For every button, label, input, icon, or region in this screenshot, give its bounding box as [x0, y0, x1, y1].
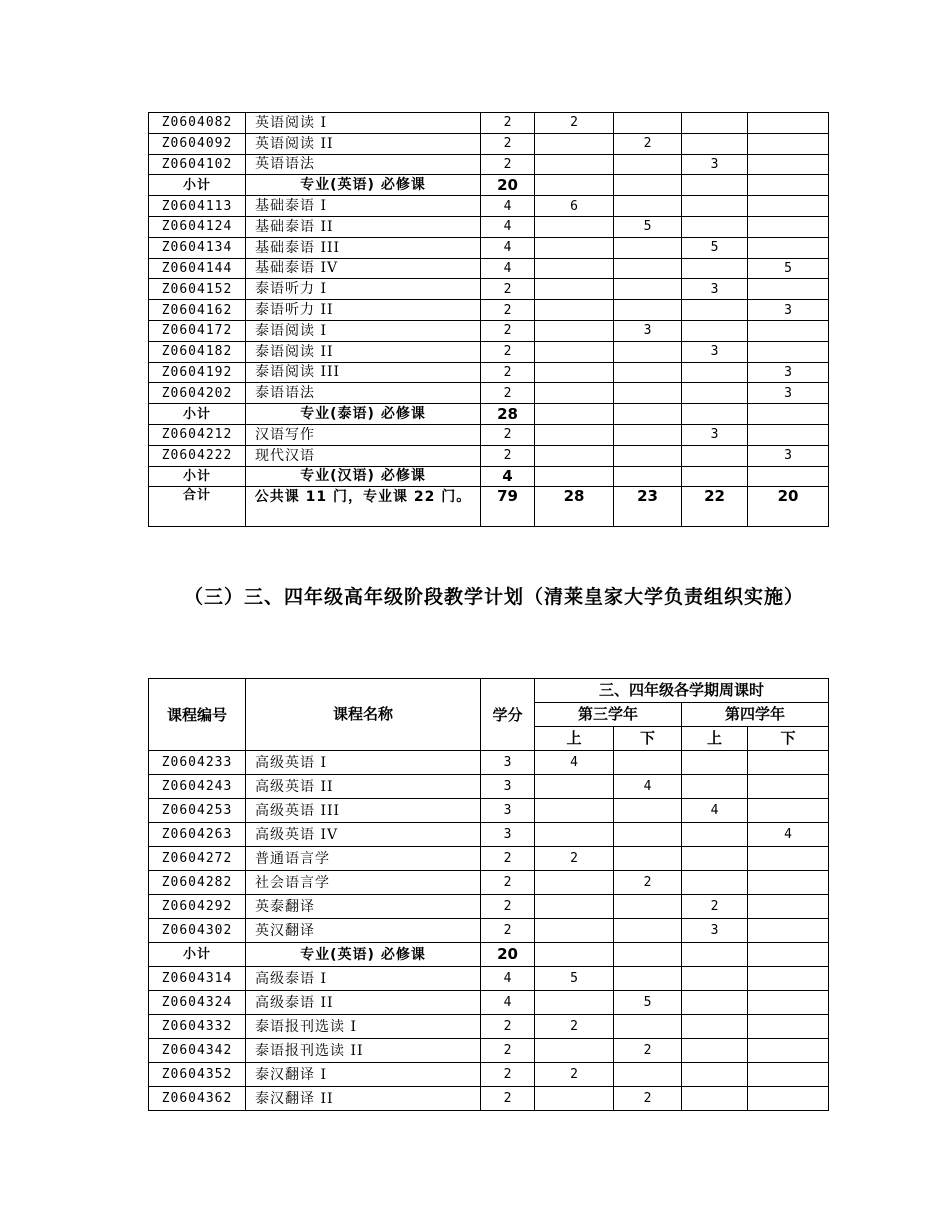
- term-1-hours-cell: [535, 1039, 614, 1063]
- term-1-hours-cell: [535, 1087, 614, 1111]
- term-3-hours-cell: 3: [682, 424, 748, 445]
- term-4-hours-cell: [748, 967, 829, 991]
- course-code-cell: 合计: [149, 487, 246, 527]
- term-4-hours-cell: [748, 237, 829, 258]
- term-2-hours-cell: [614, 362, 682, 383]
- course-code-cell: Z0604152: [149, 279, 246, 300]
- table-row: [149, 871, 829, 895]
- table-row: [149, 320, 829, 341]
- course-code-cell: Z0604362: [149, 1087, 246, 1111]
- header-course-code: 课程编号: [149, 679, 246, 751]
- course-name-cell: 泰汉翻译 II: [246, 1087, 481, 1111]
- credit-cell: 3: [481, 775, 535, 799]
- term-4-hours-cell: [748, 1039, 829, 1063]
- course-name-cell: 英语阅读 I: [246, 113, 481, 134]
- course-code-cell: Z0604292: [149, 895, 246, 919]
- term-4-hours-cell: [748, 196, 829, 217]
- term-4-hours-cell: [748, 1087, 829, 1111]
- course-code-cell: Z0604263: [149, 823, 246, 847]
- subtotal-row: [149, 404, 829, 425]
- term-2-hours-cell: [614, 341, 682, 362]
- term-1-hours-cell: 4: [535, 751, 614, 775]
- curriculum-table-continued: [148, 112, 829, 527]
- course-name-cell: 泰语听力 I: [246, 279, 481, 300]
- term-3-hours-cell: [682, 404, 748, 425]
- term-3-hours-cell: 22: [682, 487, 748, 527]
- credit-cell: 2: [481, 320, 535, 341]
- course-name-cell: 泰汉翻译 I: [246, 1063, 481, 1087]
- term-1-hours-cell: [535, 943, 614, 967]
- term-1-hours-cell: 28: [535, 487, 614, 527]
- table-row: [149, 237, 829, 258]
- course-code-cell: Z0604352: [149, 1063, 246, 1087]
- credit-cell: 4: [481, 196, 535, 217]
- term-3-hours-cell: [682, 196, 748, 217]
- course-code-cell: Z0604282: [149, 871, 246, 895]
- term-1-hours-cell: 2: [535, 847, 614, 871]
- course-code-cell: Z0604144: [149, 258, 246, 279]
- credit-cell: 3: [481, 751, 535, 775]
- course-code-cell: 小计: [149, 466, 246, 487]
- term-4-hours-cell: [748, 216, 829, 237]
- term-3-hours-cell: 3: [682, 154, 748, 175]
- term-1-hours-cell: [535, 154, 614, 175]
- header-course-name: 课程名称: [246, 679, 481, 751]
- credit-cell: 4: [481, 258, 535, 279]
- term-4-hours-cell: [748, 175, 829, 196]
- term-3-hours-cell: [682, 300, 748, 321]
- term-1-hours-cell: 2: [535, 1063, 614, 1087]
- course-code-cell: Z0604243: [149, 775, 246, 799]
- term-2-hours-cell: [614, 175, 682, 196]
- section-heading: （三）三、四年级高年级阶段教学计划（清莱皇家大学负责组织实施）: [184, 586, 805, 608]
- term-2-hours-cell: 3: [614, 320, 682, 341]
- term-1-hours-cell: [535, 823, 614, 847]
- term-3-hours-cell: [682, 216, 748, 237]
- table-row: [149, 1087, 829, 1111]
- course-code-cell: Z0604253: [149, 799, 246, 823]
- course-code-cell: Z0604082: [149, 113, 246, 134]
- table-row: [149, 383, 829, 404]
- total-row: [149, 487, 829, 527]
- term-1-hours-cell: [535, 362, 614, 383]
- term-2-hours-cell: 5: [614, 991, 682, 1015]
- term-3-hours-cell: [682, 258, 748, 279]
- course-name-cell: 基础泰语 I: [246, 196, 481, 217]
- term-2-hours-cell: [614, 196, 682, 217]
- table-row: [149, 216, 829, 237]
- course-name-cell: 基础泰语 IV: [246, 258, 481, 279]
- term-3-hours-cell: 3: [682, 279, 748, 300]
- header-year3-second-term: 下: [614, 727, 682, 751]
- term-4-hours-cell: [748, 799, 829, 823]
- term-2-hours-cell: [614, 1015, 682, 1039]
- term-2-hours-cell: [614, 943, 682, 967]
- term-2-hours-cell: 2: [614, 871, 682, 895]
- term-4-hours-cell: [748, 991, 829, 1015]
- term-2-hours-cell: [614, 445, 682, 466]
- course-code-cell: Z0604202: [149, 383, 246, 404]
- subtotal-row: [149, 466, 829, 487]
- term-1-hours-cell: [535, 133, 614, 154]
- credit-cell: 2: [481, 445, 535, 466]
- course-code-cell: Z0604182: [149, 341, 246, 362]
- senior-curriculum-table: [148, 678, 829, 1111]
- course-name-cell: 高级英语 IV: [246, 823, 481, 847]
- course-code-cell: Z0604233: [149, 751, 246, 775]
- subtotal-row: [149, 943, 829, 967]
- term-2-hours-cell: [614, 751, 682, 775]
- credit-cell: 20: [481, 175, 535, 196]
- term-2-hours-cell: [614, 404, 682, 425]
- course-code-cell: 小计: [149, 943, 246, 967]
- credit-cell: 3: [481, 799, 535, 823]
- term-2-hours-cell: [614, 154, 682, 175]
- term-2-hours-cell: 2: [614, 1039, 682, 1063]
- course-name-cell: 现代汉语: [246, 445, 481, 466]
- course-name-cell: 基础泰语 II: [246, 216, 481, 237]
- term-1-hours-cell: [535, 445, 614, 466]
- term-1-hours-cell: [535, 300, 614, 321]
- credit-cell: 20: [481, 943, 535, 967]
- term-4-hours-cell: [748, 751, 829, 775]
- term-1-hours-cell: [535, 341, 614, 362]
- term-4-hours-cell: [748, 133, 829, 154]
- term-4-hours-cell: [748, 154, 829, 175]
- term-3-hours-cell: [682, 943, 748, 967]
- table-row: [149, 967, 829, 991]
- table-row: [149, 919, 829, 943]
- term-3-hours-cell: [682, 1087, 748, 1111]
- term-4-hours-cell: 3: [748, 362, 829, 383]
- table-row: [149, 362, 829, 383]
- credit-cell: 28: [481, 404, 535, 425]
- term-1-hours-cell: [535, 320, 614, 341]
- credit-cell: 2: [481, 871, 535, 895]
- credit-cell: 4: [481, 967, 535, 991]
- term-4-hours-cell: 5: [748, 258, 829, 279]
- table-body: [149, 113, 829, 527]
- term-1-hours-cell: [535, 175, 614, 196]
- table-body: [149, 751, 829, 1111]
- course-code-cell: Z0604092: [149, 133, 246, 154]
- credit-cell: 4: [481, 216, 535, 237]
- term-1-hours-cell: [535, 919, 614, 943]
- course-code-cell: Z0604192: [149, 362, 246, 383]
- credit-cell: 2: [481, 341, 535, 362]
- term-1-hours-cell: [535, 237, 614, 258]
- term-3-hours-cell: [682, 175, 748, 196]
- term-3-hours-cell: 5: [682, 237, 748, 258]
- term-3-hours-cell: [682, 320, 748, 341]
- term-1-hours-cell: [535, 466, 614, 487]
- course-name-cell: 公共课 11 门，专业课 22 门。: [246, 487, 481, 527]
- term-3-hours-cell: [682, 1063, 748, 1087]
- credit-cell: 2: [481, 133, 535, 154]
- term-4-hours-cell: [748, 424, 829, 445]
- course-name-cell: 高级英语 II: [246, 775, 481, 799]
- course-code-cell: 小计: [149, 175, 246, 196]
- credit-cell: 2: [481, 362, 535, 383]
- term-1-hours-cell: [535, 775, 614, 799]
- term-2-hours-cell: [614, 919, 682, 943]
- term-4-hours-cell: [748, 847, 829, 871]
- course-name-cell: 汉语写作: [246, 424, 481, 445]
- term-4-hours-cell: [748, 466, 829, 487]
- term-4-hours-cell: [748, 1015, 829, 1039]
- term-3-hours-cell: [682, 113, 748, 134]
- table-header: [149, 679, 829, 751]
- term-1-hours-cell: 6: [535, 196, 614, 217]
- term-2-hours-cell: [614, 279, 682, 300]
- header-credit: 学分: [481, 679, 535, 751]
- term-4-hours-cell: 20: [748, 487, 829, 527]
- credit-cell: 2: [481, 113, 535, 134]
- term-1-hours-cell: 5: [535, 967, 614, 991]
- term-4-hours-cell: [748, 320, 829, 341]
- course-name-cell: 普通语言学: [246, 847, 481, 871]
- course-name-cell: 高级泰语 II: [246, 991, 481, 1015]
- term-3-hours-cell: 4: [682, 799, 748, 823]
- course-code-cell: Z0604124: [149, 216, 246, 237]
- term-4-hours-cell: 3: [748, 445, 829, 466]
- header-year4-first-term: 上: [682, 727, 748, 751]
- course-name-cell: 专业(泰语) 必修课: [246, 404, 481, 425]
- credit-cell: 4: [481, 237, 535, 258]
- course-name-cell: 高级英语 I: [246, 751, 481, 775]
- term-3-hours-cell: [682, 1039, 748, 1063]
- credit-cell: 2: [481, 1063, 535, 1087]
- course-name-cell: 泰语报刊选读 I: [246, 1015, 481, 1039]
- term-3-hours-cell: [682, 362, 748, 383]
- course-name-cell: 泰语听力 II: [246, 300, 481, 321]
- term-3-hours-cell: 3: [682, 919, 748, 943]
- term-2-hours-cell: [614, 424, 682, 445]
- table-row: [149, 279, 829, 300]
- term-2-hours-cell: [614, 847, 682, 871]
- table-row: [149, 300, 829, 321]
- term-2-hours-cell: [614, 967, 682, 991]
- course-name-cell: 基础泰语 III: [246, 237, 481, 258]
- term-4-hours-cell: 3: [748, 300, 829, 321]
- term-1-hours-cell: [535, 258, 614, 279]
- course-code-cell: Z0604332: [149, 1015, 246, 1039]
- term-2-hours-cell: [614, 466, 682, 487]
- course-name-cell: 社会语言学: [246, 871, 481, 895]
- term-3-hours-cell: [682, 1015, 748, 1039]
- term-4-hours-cell: 4: [748, 823, 829, 847]
- course-name-cell: 专业(英语) 必修课: [246, 943, 481, 967]
- table-row: [149, 991, 829, 1015]
- term-4-hours-cell: [748, 871, 829, 895]
- credit-cell: 2: [481, 279, 535, 300]
- term-3-hours-cell: [682, 823, 748, 847]
- credit-cell: 79: [481, 487, 535, 527]
- course-code-cell: Z0604302: [149, 919, 246, 943]
- table-row: [149, 341, 829, 362]
- term-2-hours-cell: [614, 895, 682, 919]
- course-name-cell: 英汉翻译: [246, 919, 481, 943]
- term-3-hours-cell: [682, 445, 748, 466]
- course-code-cell: Z0604162: [149, 300, 246, 321]
- credit-cell: 2: [481, 424, 535, 445]
- course-name-cell: 英泰翻译: [246, 895, 481, 919]
- course-code-cell: Z0604272: [149, 847, 246, 871]
- credit-cell: 2: [481, 895, 535, 919]
- table-row: [149, 196, 829, 217]
- term-3-hours-cell: [682, 991, 748, 1015]
- term-1-hours-cell: [535, 216, 614, 237]
- term-4-hours-cell: [748, 775, 829, 799]
- term-3-hours-cell: [682, 751, 748, 775]
- term-4-hours-cell: [748, 279, 829, 300]
- term-2-hours-cell: [614, 237, 682, 258]
- credit-cell: 2: [481, 1015, 535, 1039]
- term-2-hours-cell: 2: [614, 1087, 682, 1111]
- term-2-hours-cell: 4: [614, 775, 682, 799]
- course-name-cell: 英语语法: [246, 154, 481, 175]
- credit-cell: 2: [481, 919, 535, 943]
- table-row: [149, 154, 829, 175]
- term-4-hours-cell: [748, 895, 829, 919]
- term-3-hours-cell: 3: [682, 341, 748, 362]
- credit-cell: 2: [481, 1039, 535, 1063]
- table-row: [149, 113, 829, 134]
- credit-cell: 2: [481, 847, 535, 871]
- header-year-3: 第三学年: [535, 703, 682, 727]
- table-row: [149, 1039, 829, 1063]
- table-row: [149, 133, 829, 154]
- term-4-hours-cell: [748, 341, 829, 362]
- term-1-hours-cell: [535, 279, 614, 300]
- course-name-cell: 英语阅读 II: [246, 133, 481, 154]
- course-name-cell: 专业(汉语) 必修课: [246, 466, 481, 487]
- term-1-hours-cell: [535, 895, 614, 919]
- course-name-cell: 高级泰语 I: [246, 967, 481, 991]
- course-code-cell: Z0604324: [149, 991, 246, 1015]
- term-1-hours-cell: [535, 871, 614, 895]
- term-2-hours-cell: [614, 799, 682, 823]
- table-row: [149, 1015, 829, 1039]
- term-2-hours-cell: [614, 1063, 682, 1087]
- term-4-hours-cell: [748, 919, 829, 943]
- term-4-hours-cell: [748, 1063, 829, 1087]
- course-code-cell: Z0604102: [149, 154, 246, 175]
- term-3-hours-cell: 2: [682, 895, 748, 919]
- table-row: [149, 1063, 829, 1087]
- table-row: [149, 775, 829, 799]
- header-year-4: 第四学年: [682, 703, 829, 727]
- term-1-hours-cell: [535, 383, 614, 404]
- term-1-hours-cell: 2: [535, 1015, 614, 1039]
- course-code-cell: Z0604314: [149, 967, 246, 991]
- table-row: [149, 424, 829, 445]
- header-year4-second-term: 下: [748, 727, 829, 751]
- course-name-cell: 泰语阅读 II: [246, 341, 481, 362]
- table-row: [149, 799, 829, 823]
- term-2-hours-cell: [614, 383, 682, 404]
- term-3-hours-cell: [682, 383, 748, 404]
- course-code-cell: Z0604212: [149, 424, 246, 445]
- course-name-cell: 专业(英语) 必修课: [246, 175, 481, 196]
- term-3-hours-cell: [682, 967, 748, 991]
- term-4-hours-cell: 3: [748, 383, 829, 404]
- term-2-hours-cell: [614, 258, 682, 279]
- term-1-hours-cell: [535, 404, 614, 425]
- credit-cell: 4: [481, 991, 535, 1015]
- subtotal-row: [149, 175, 829, 196]
- credit-cell: 2: [481, 1087, 535, 1111]
- course-name-cell: 泰语语法: [246, 383, 481, 404]
- term-2-hours-cell: [614, 300, 682, 321]
- term-3-hours-cell: [682, 775, 748, 799]
- credit-cell: 4: [481, 466, 535, 487]
- course-name-cell: 泰语阅读 III: [246, 362, 481, 383]
- course-code-cell: 小计: [149, 404, 246, 425]
- header-year3-first-term: 上: [535, 727, 614, 751]
- course-name-cell: 泰语报刊选读 II: [246, 1039, 481, 1063]
- term-2-hours-cell: 23: [614, 487, 682, 527]
- term-1-hours-cell: [535, 991, 614, 1015]
- term-4-hours-cell: [748, 943, 829, 967]
- course-code-cell: Z0604222: [149, 445, 246, 466]
- table-row: [149, 258, 829, 279]
- table-row: [149, 895, 829, 919]
- course-code-cell: Z0604342: [149, 1039, 246, 1063]
- term-1-hours-cell: 2: [535, 113, 614, 134]
- term-2-hours-cell: [614, 823, 682, 847]
- table-row: [149, 847, 829, 871]
- credit-cell: 2: [481, 383, 535, 404]
- course-code-cell: Z0604172: [149, 320, 246, 341]
- table-row: [149, 823, 829, 847]
- term-3-hours-cell: [682, 133, 748, 154]
- term-3-hours-cell: [682, 847, 748, 871]
- course-code-cell: Z0604134: [149, 237, 246, 258]
- term-2-hours-cell: 5: [614, 216, 682, 237]
- term-4-hours-cell: [748, 404, 829, 425]
- term-1-hours-cell: [535, 799, 614, 823]
- term-4-hours-cell: [748, 113, 829, 134]
- credit-cell: 2: [481, 154, 535, 175]
- course-name-cell: 泰语阅读 I: [246, 320, 481, 341]
- header-weekly-hours: 三、四年级各学期周课时: [535, 679, 829, 703]
- course-code-cell: Z0604113: [149, 196, 246, 217]
- term-3-hours-cell: [682, 871, 748, 895]
- table-row: [149, 751, 829, 775]
- table-row: [149, 445, 829, 466]
- term-3-hours-cell: [682, 466, 748, 487]
- term-2-hours-cell: 2: [614, 133, 682, 154]
- course-name-cell: 高级英语 III: [246, 799, 481, 823]
- credit-cell: 3: [481, 823, 535, 847]
- term-1-hours-cell: [535, 424, 614, 445]
- term-2-hours-cell: [614, 113, 682, 134]
- credit-cell: 2: [481, 300, 535, 321]
